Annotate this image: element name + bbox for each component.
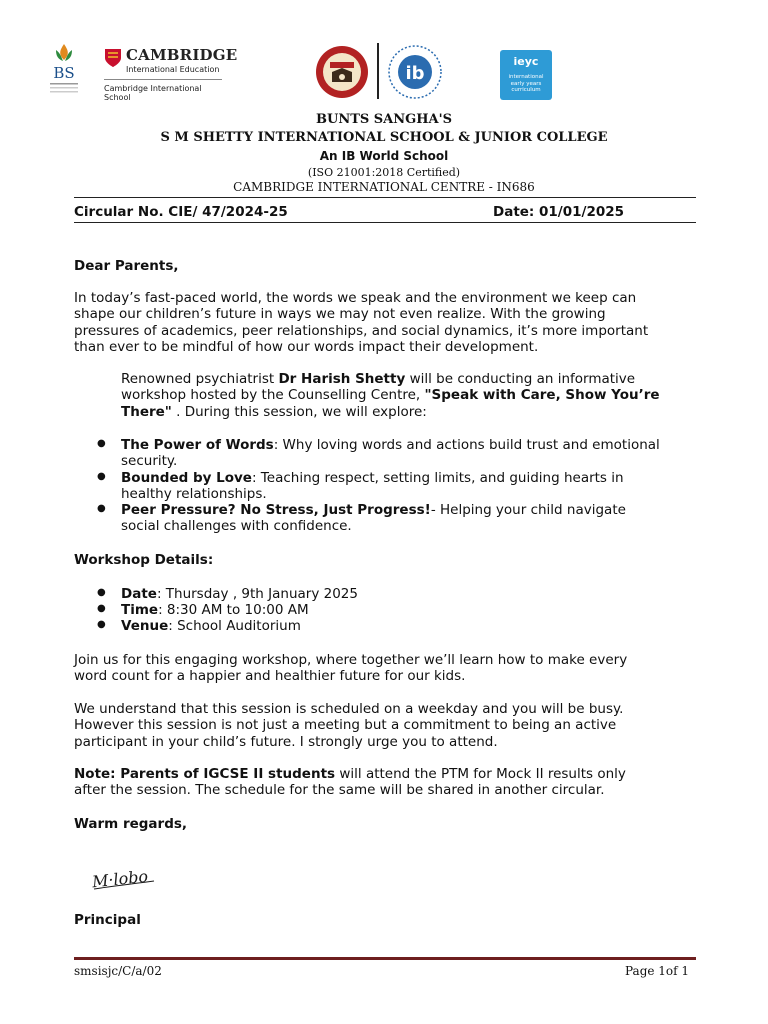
footer-page-number: Page 1of 1	[625, 964, 690, 978]
details-heading: Workshop Details:	[74, 552, 214, 568]
bullet-icon: ●	[97, 471, 106, 482]
circular-rule	[74, 222, 696, 223]
paragraph-note: Note: Parents of IGCSE II students will attend the PTM for Mock II results only after the session. The schedule for the same will be shared in another circular.	[74, 766, 626, 799]
bullet-icon: ●	[97, 587, 106, 598]
cambridge-divider	[104, 79, 222, 80]
signature	[88, 862, 160, 896]
cambridge-school-label: Cambridge International School	[104, 84, 202, 102]
bs-logo	[44, 42, 84, 98]
cambridge-title: CAMBRIDGE	[126, 46, 238, 64]
bullet-icon: ●	[97, 503, 106, 514]
ieyc-subtitle: international early years curriculum	[508, 74, 544, 93]
circular-date: Date: 01/01/2025	[493, 204, 625, 220]
cambridge-subtitle: International Education	[126, 65, 220, 74]
salutation: Dear Parents,	[74, 258, 179, 274]
footer-reference: smsisjc/C/a/02	[74, 964, 162, 978]
signatory: Principal	[74, 912, 141, 928]
bullet-icon: ●	[97, 619, 106, 630]
footer-rule	[74, 957, 696, 960]
cambridge-shield-icon	[104, 48, 122, 68]
circular-number: Circular No. CIE/ 47/2024-25	[74, 204, 288, 220]
ieyc-logo	[500, 50, 552, 100]
paragraph-workshop: Renowned psychiatrist Dr Harish Shetty will be conducting an informative workshop hosted by the Counselling Centre, "Speak with Care, Show You’re There" . During this session, we will explore:	[121, 371, 660, 420]
paragraph-join: Join us for this engaging workshop, where together we’ll learn how to make every word count for a happier and healthier future for our kids.	[74, 652, 628, 685]
ib-world-school-logo	[385, 44, 445, 100]
paragraph-urge: We understand that this session is scheduled on a weekday and you will be busy. However this session is not just a meeting but a commitment to being an active participant in your child’s future. I strongly urge you to attend.	[74, 701, 624, 750]
svg-text:BS: BS	[53, 64, 75, 82]
paragraph-intro: In today’s fast-paced world, the words we speak and the environment we keep can shape our children’s future in ways we may not even realize. With the growing pressures of academics, peer relationships, and social dynamics, it’s more important than ever to be mindful of how our words impact their development.	[74, 290, 649, 355]
header-org: BUNTS SANGHA'S	[316, 112, 452, 127]
svg-text:ib: ib	[405, 63, 425, 84]
school-seal-logo	[314, 44, 370, 100]
bullet-icon: ●	[97, 603, 106, 614]
logo-divider	[377, 43, 379, 99]
header-centre: CAMBRIDGE INTERNATIONAL CENTRE - IN686	[233, 180, 535, 194]
header-rule	[74, 197, 696, 198]
header-iso: (ISO 21001:2018 Certified)	[307, 166, 461, 179]
cambridge-logo	[104, 46, 238, 102]
svg-text:M·lobo: M·lobo	[91, 866, 149, 892]
ieyc-title: ieyc	[513, 55, 539, 68]
bullet-icon: ●	[97, 438, 106, 449]
header-school-name: S M SHETTY INTERNATIONAL SCHOOL & JUNIOR COLLEGE	[160, 130, 608, 145]
header-ib-label: An IB World School	[319, 149, 449, 163]
closing: Warm regards,	[74, 816, 188, 832]
